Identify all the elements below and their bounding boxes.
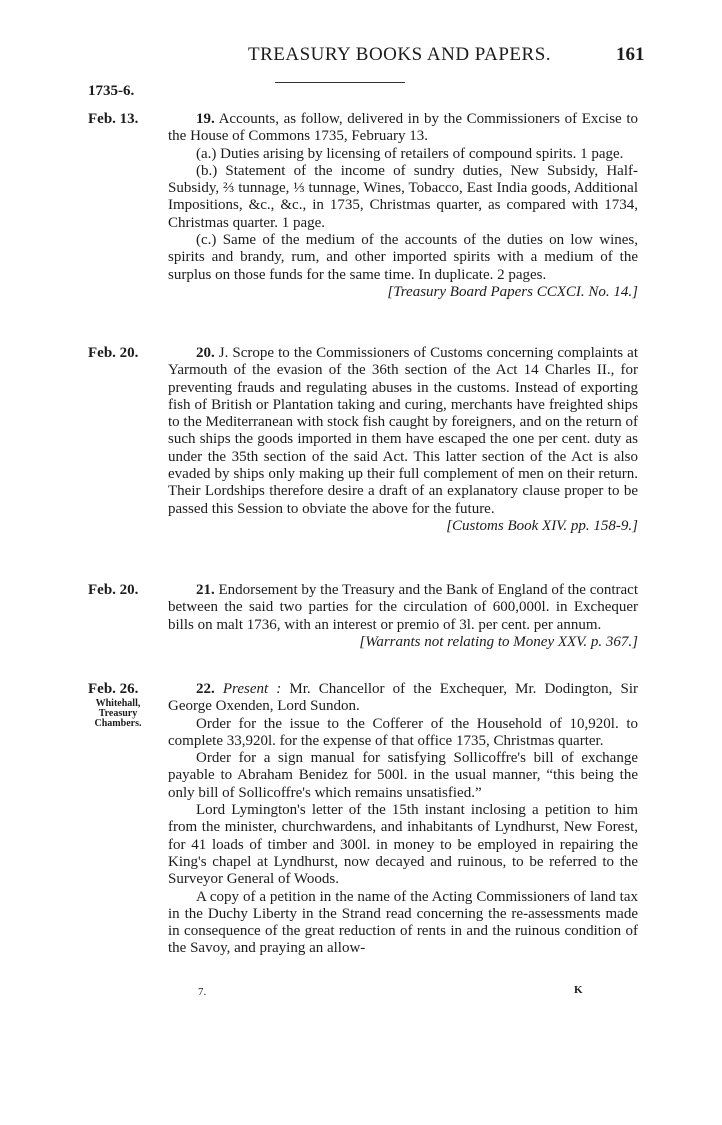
running-title: TREASURY BOOKS AND PAPERS. (248, 44, 552, 65)
entry-paragraph: A copy of a petition in the name of the Acting Commissioners of land tax in the Duchy Liberty in the Strand read concerning the re-assessments made in consequence of the great reduction of rents in and the ruinous condition of the Savoy, and praying an allow- (168, 888, 638, 957)
entry-item: (c.) Same of the medium of the accounts of the duties on low wines, spirits and brandy, rum, and other imported spirits with a medium of the surplus on those funds for the same time. In duplicate. 2 pages. (168, 232, 638, 283)
entry-paragraph: Order for a sign manual for satisfying Sollicoffre's bill of exchange payable to Abraham Benidez for 500l. in the usual manner, “this being the only bill of Sollicoffre's which remains unsatisfied.” (168, 750, 638, 801)
entry-text: J. Scrope to the Commissioners of Customs concerning complaints at Yarmouth of the evasion of the 36th section of the Act 14 Charles II., for preventing frauds and regulating abuses in the customs. Instead of exporting fish of British or Plantation taking and curing, merchants have freighted ships to the Mediterranean with stock fish caught by foreigners, and on the return of such ships the goods imported in them have escaped the one per cent. duty as under the 35th section of the said Act. This latter section of the Act is also evaded by ships only making up their full complement of men on their return. Their Lordships therefore desire a draft of an explanatory clause proper to be passed this Session to obviate the above for the future. (168, 345, 639, 517)
entry-body (168, 345, 638, 535)
entry-text: Accounts, as follow, delivered in by the Commissioners of Excise to the House of Commons 1735, February 13. (168, 111, 638, 145)
entry-reference: [Treasury Board Papers CCXCI. No. 14.] (387, 283, 638, 300)
entry-number: 22. (196, 681, 215, 697)
year-heading: 1735-6. (88, 83, 135, 99)
entry-paragraph: Lord Lymington's letter of the 15th instant inclosing a petition to him from the minister, churchwardens, and inhabitants of Lyndhurst, New Forest, for 41 loads of timber and 300l. in money to be employed in repairing the King's chapel at Lyndhurst, now decayed and ruinous, to be referred to the Surveyor General of Woods. (168, 802, 638, 888)
entry-date: Feb. 20. (88, 345, 139, 361)
present-label: Present : (222, 681, 282, 697)
page-number: 161 (616, 44, 645, 65)
entry-body (168, 582, 638, 651)
entry-item: (b.) Statement of the income of sundry duties, New Subsidy, Half-Subsidy, ⅔ tunnage, ⅓ tunnage, Wines, Tobacco, East India goods, Additional Impositions, &c., &c., in 1735, Christmas quarter, as compared with 1734, Christmas quarter. 1 page. (168, 162, 638, 231)
header-rule (275, 82, 405, 83)
entry-date: Feb. 20. (88, 582, 139, 598)
entry-place: Whitehall, Treasury Chambers. (94, 698, 142, 729)
signature-mark-left: 7. (198, 986, 207, 998)
entry-body (168, 681, 638, 958)
entry-number: 20. (196, 345, 215, 361)
entry-number: 19. (196, 111, 215, 127)
entry-date: Feb. 26. (88, 681, 139, 697)
entry-body (168, 111, 638, 301)
entry-date: Feb. 13. (88, 111, 139, 127)
entry-text: Endorsement by the Treasury and the Bank of England of the contract between the said two parties for the circulation of 600,000l. in Exchequer bills on malt 1736, with an interest or premio of 3l. per cent. per annum. (168, 582, 639, 633)
entry-paragraph: Order for the issue to the Cofferer of the Household of 10,920l. to complete 33,920l. for the expense of that office 1735, Christmas quarter. (168, 715, 638, 749)
running-head (0, 44, 722, 74)
entry-number: 21. (196, 582, 215, 598)
signature-mark-right: K (574, 984, 583, 996)
entry-text: Mr. Chancellor of the Exchequer, Mr. Dodington, Sir George Oxenden, Lord Sundon. (168, 681, 639, 715)
entry-reference: [Customs Book XIV. pp. 158-9.] (446, 517, 638, 534)
entry-reference: [Warrants not relating to Money XXV. p. 367.] (359, 633, 638, 650)
entry-item: (a.) Duties arising by licensing of retailers of compound spirits. 1 page. (196, 145, 624, 162)
